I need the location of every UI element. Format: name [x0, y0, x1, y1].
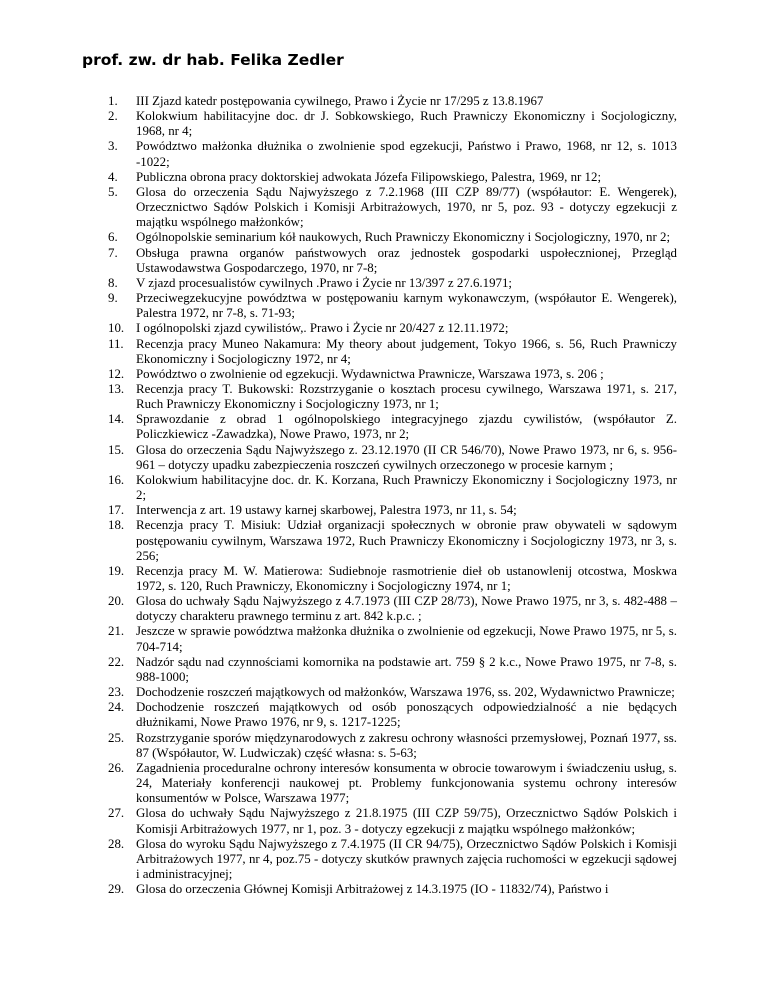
- list-item-number: 29.: [108, 882, 125, 897]
- list-item-text: Sprawozdanie z obrad 1 ogólnopolskiego integracyjnego zjazdu cywilistów, (współautor Z. Policzkiewicz -Zawadzka), Nowe Prawo, 1973, nr 2;: [136, 412, 677, 442]
- list-item-number: 7.: [108, 245, 118, 260]
- list-item-number: 20.: [108, 594, 125, 609]
- list-item-number: 10.: [108, 321, 125, 336]
- list-item-text: III Zjazd katedr postępowania cywilnego, Prawo i Życie nr 17/295 z 13.8.1967: [136, 94, 544, 108]
- list-item: [0, 170, 768, 185]
- list-item: [0, 94, 768, 109]
- page-title: prof. zw. dr hab. Felika Zedler: [82, 51, 344, 69]
- list-item-text: Publiczna obrona pracy doktorskiej adwokata Józefa Filipowskiego, Palestra, 1969, nr 12;: [136, 169, 602, 184]
- list-item-text: Rozstrzyganie sporów międzynarodowych z zakresu ochrony własności przemysłowej, Poznań 1977, ss. 87 (Współautor, W. Ludwiczak) część własna: s. 5-63;: [136, 730, 677, 760]
- list-item: [0, 246, 768, 276]
- list-item-number: 13.: [108, 381, 125, 396]
- list-item-number: 18.: [108, 518, 125, 533]
- list-item: [0, 412, 768, 442]
- list-item: [0, 594, 768, 624]
- list-item-number: 22.: [108, 654, 125, 669]
- list-item-number: 21.: [108, 624, 125, 639]
- list-item: [0, 321, 768, 336]
- list-item-text: Recenzja pracy Muneo Nakamura: My theory about judgement, Tokyo 1966, s. 56, Ruch Prawniczy Ekonomiczny i Socjologiczny 1972, nr 4;: [136, 336, 677, 366]
- list-item: [0, 685, 768, 700]
- list-item-number: 9.: [108, 291, 118, 306]
- list-item-text: Jeszcze w sprawie powództwa małżonka dłużnika o zwolnienie od egzekucji, Nowe Prawo 1975, nr 5, s. 704-714;: [136, 624, 677, 654]
- list-item: [0, 806, 768, 836]
- list-item-text: Powództwo małżonka dłużnika o zwolnienie spod egzekucji, Państwo i Prawo, 1968, nr 12, s. 1013 -1022;: [136, 139, 677, 169]
- list-item-number: 4.: [108, 169, 118, 184]
- list-item-text: Zagadnienia proceduralne ochrony interesów konsumenta w obrocie towarowym i świadczeniu usług, s. 24, Materiały konferencji naukowej pt. Problemy funkcjonowania systemu ochrony interesów konsumentów w Polsce, Warszawa 1977;: [136, 760, 677, 806]
- list-item-number: 28.: [108, 836, 125, 851]
- list-item-text: Recenzja pracy M. W. Matierowa: Sudiebnoje rasmotrienie dieł ob ustanowlenij otcostwa, Moskwa 1972, s. 120, Ruch Prawniczy, Ekonomiczny i Socjologiczny 1974, nr 1;: [136, 563, 677, 593]
- list-item-number: 23.: [108, 685, 125, 700]
- list-item-text: Przeciwegzekucyjne powództwa w postępowaniu karnym wykonawczym, (współautor E. Wengerek), Palestra 1972, nr 7-8, s. 71-93;: [136, 291, 677, 321]
- list-item: [0, 700, 768, 730]
- list-item-text: I ogólnopolski zjazd cywilistów,. Prawo i Życie nr 20/427 z 12.11.1972;: [136, 321, 509, 336]
- list-item-text: Ogólnopolskie seminarium kół naukowych, Ruch Prawniczy Ekonomiczny i Socjologiczny, 1970, nr 2;: [136, 230, 671, 245]
- list-item: [0, 367, 768, 382]
- list-item-number: 15.: [108, 442, 125, 457]
- list-item-text: V zjazd procesualistów cywilnych .Prawo i Życie nr 13/397 z 27.6.1971;: [136, 275, 513, 290]
- list-item: [0, 624, 768, 654]
- list-item: [0, 518, 768, 563]
- list-item: [0, 443, 768, 473]
- list-item: [0, 276, 768, 291]
- list-item-number: 25.: [108, 730, 125, 745]
- list-item: [0, 655, 768, 685]
- list-item-text: Glosa do orzeczenia Głównej Komisji Arbitrażowej z 14.3.1975 (IO - 11832/74), Państwo i: [136, 882, 609, 897]
- list-item-text: Recenzja pracy T. Bukowski: Rozstrzyganie o kosztach procesu cywilnego, Warszawa 1971, s. 217, Ruch Prawniczy Ekonomiczny i Socjologiczny 1973, nr 1;: [136, 381, 677, 412]
- list-item-text: Kolokwium habilitacyjne doc. dr. K. Korzana, Ruch Prawniczy Ekonomiczny i Socjologiczny 1973, nr 2;: [136, 472, 677, 503]
- list-item: [0, 564, 768, 594]
- list-item-text: Kolokwium habilitacyjne doc. dr J. Sobkowskiego, Ruch Prawniczy Ekonomiczny i Socjologiczny, 1968, nr 4;: [136, 109, 677, 139]
- list-item-number: 12.: [108, 366, 125, 381]
- list-item-text: Glosa do uchwały Sądu Najwyższego z 21.8.1975 (III CZP 59/75), Orzecznictwo Sądów Polskich i Komisji Arbitrażowych 1977, nr 1, poz. 3 - dotyczy egzekucji z majątku wspólnego małżonków;: [136, 806, 677, 836]
- list-item-text: Dochodzenie roszczeń majątkowych od małżonków, Warszawa 1976, ss. 202, Wydawnictwo Prawnicze;: [136, 685, 675, 700]
- list-item-text: Powództwo o zwolnienie od egzekucji. Wydawnictwa Prawnicze, Warszawa 1973, s. 206 ;: [136, 366, 604, 381]
- list-item-text: Glosa do orzeczenia Sądu Najwyższego z. 23.12.1970 (II CR 546/70), Nowe Prawo 1973, nr 6, s. 956-961 – dotyczy upadku zabezpieczenia roszczeń cywilnych orzeczonego w procesie karnym ;: [136, 442, 677, 472]
- list-item-text: Glosa do uchwały Sądu Najwyższego z 4.7.1973 (III CZP 28/73), Nowe Prawo 1975, nr 3, s. 482-488 – dotyczy charakteru prawnego terminu z art. 842 k.p.c. ;: [136, 594, 677, 624]
- list-item-number: 27.: [108, 806, 125, 821]
- list-item: [0, 139, 768, 169]
- list-item-text: Interwencja z art. 19 ustawy karnej skarbowej, Palestra 1973, nr 11, s. 54;: [136, 503, 517, 518]
- list-item: [0, 337, 768, 367]
- list-item-number: 16.: [108, 472, 125, 487]
- list-item-text: Glosa do orzeczenia Sądu Najwyższego z 7.2.1968 (III CZP 89/77) (współautor: E. Wengerek), Orzecznictwo Sądów Polskich i Komisji Arbitrażowych, 1970, nr 5, poz. 93 - dotyczy egzekucji z majątku wspólnego małżonków;: [136, 184, 677, 230]
- list-item: [0, 761, 768, 806]
- list-item-number: 24.: [108, 700, 125, 715]
- list-item: [0, 291, 768, 321]
- list-item-text: Nadzór sądu nad czynnościami komornika na podstawie art. 759 § 2 k.c., Nowe Prawo 1975, nr 7-8, s. 988-1000;: [136, 654, 677, 684]
- list-item-number: 6.: [108, 230, 118, 245]
- list-item-text: Obsługa prawna organów państwowych oraz jednostek gospodarki uspołecznionej, Przegląd Ustawodawstwa Gospodarczego, 1970, nr 7-8;: [136, 245, 677, 275]
- list-item-text: Dochodzenie roszczeń majątkowych od osób ponoszących odpowiedzialność a nie będących dłużnikami, Nowe Prawo 1976, nr 9, s. 1217-1225;: [136, 700, 677, 730]
- list-item-number: 17.: [108, 503, 125, 518]
- bibliography-list: [0, 94, 768, 897]
- list-item-text: Glosa do wyroku Sądu Najwyższego z 7.4.1975 (II CR 94/75), Orzecznictwo Sądów Polskich i Komisji Arbitrażowych 1977, nr 4, poz.75 - dotyczy skutków prawnych zajęcia ruchomości w egzekucji sądowej i administracyjnej;: [136, 836, 677, 881]
- list-item-number: 14.: [108, 412, 125, 427]
- list-item: [0, 503, 768, 518]
- list-item: [0, 382, 768, 412]
- list-item-number: 1.: [108, 94, 118, 108]
- list-item-text: Recenzja pracy T. Misiuk: Udział organizacji społecznych w obronie praw obywateli w sądowym postępowaniu cywilnym, Warszawa 1972, Ruch Prawniczy Ekonomiczny i Socjologiczny 1973, nr 3, s. 256;: [136, 518, 677, 563]
- list-item: [0, 731, 768, 761]
- list-item: [0, 230, 768, 245]
- list-item: [0, 882, 768, 897]
- list-item-number: 19.: [108, 563, 125, 578]
- list-item-number: 3.: [108, 139, 118, 154]
- list-item-number: 26.: [108, 760, 125, 775]
- list-item: [0, 473, 768, 503]
- list-item-number: 2.: [108, 109, 118, 124]
- list-item: [0, 837, 768, 882]
- list-item: [0, 185, 768, 230]
- list-item: [0, 109, 768, 139]
- list-item-number: 8.: [108, 275, 118, 290]
- list-item-number: 5.: [108, 184, 118, 199]
- list-item-number: 11.: [108, 336, 124, 351]
